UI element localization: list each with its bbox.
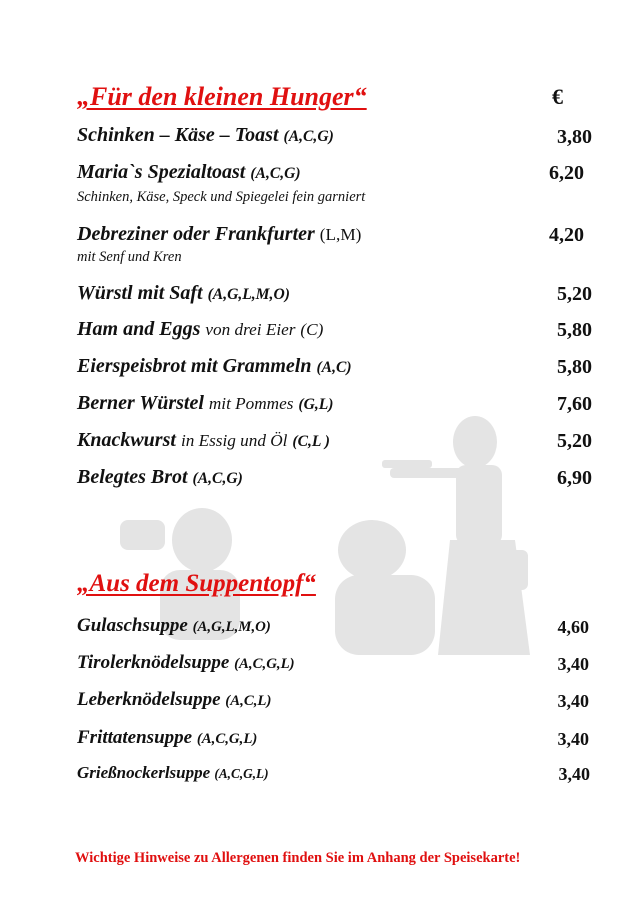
item-price: 3,80 — [557, 126, 592, 148]
item-price: 4,60 — [557, 617, 589, 637]
item-allergens: (A,C,G) — [192, 470, 243, 487]
menu-item — [77, 429, 330, 452]
item-allergens: (A,C,G,L) — [214, 766, 269, 781]
item-allergens: (A,G,L,M,O) — [192, 619, 271, 635]
menu-item — [77, 223, 361, 246]
section-heading-soup: „Aus dem Suppentopf“ — [77, 570, 316, 597]
item-name: Gulaschsuppe — [77, 615, 188, 636]
currency-symbol: € — [552, 84, 563, 109]
menu-item — [77, 466, 243, 489]
item-price: 3,40 — [557, 654, 589, 674]
item-allergens: (A,C,G,L) — [196, 731, 258, 747]
item-price: 5,80 — [557, 319, 592, 341]
item-name: Belegtes Brot — [77, 466, 188, 488]
item-name: Schinken – Käse – Toast — [77, 124, 279, 146]
item-price: 3,40 — [557, 729, 589, 749]
item-price: 6,20 — [549, 162, 584, 184]
item-price: 5,80 — [557, 356, 592, 378]
item-description: mit Senf und Kren — [77, 249, 182, 265]
item-name: Leberknödelsuppe — [77, 689, 221, 710]
item-name: Tirolerknödelsuppe — [77, 652, 230, 673]
item-price: 7,60 — [557, 393, 592, 415]
item-note: mit Pommes — [208, 394, 294, 413]
item-allergens: (A,C) — [316, 359, 352, 376]
menu-item — [77, 615, 271, 637]
item-allergens: (L,M) — [319, 225, 362, 244]
item-name: Eierspeisbrot mit Grammeln — [77, 355, 312, 377]
menu-item — [77, 652, 295, 674]
item-note: von drei Eier — [205, 320, 296, 339]
menu-item — [77, 355, 352, 378]
item-price: 5,20 — [557, 430, 592, 452]
menu-item — [77, 124, 334, 147]
item-description: Schinken, Käse, Speck und Spiegelei fein garniert — [77, 189, 366, 205]
item-name: Würstl mit Saft — [77, 282, 203, 304]
item-name: Maria`s Spezialtoast — [77, 161, 246, 183]
menu-item — [77, 392, 333, 415]
item-allergens: (C) — [300, 320, 324, 339]
item-price: 5,20 — [557, 283, 592, 305]
item-allergens: (C,L ) — [292, 433, 330, 450]
item-price: 4,20 — [549, 224, 584, 246]
item-name: Debreziner oder Frankfurter — [77, 223, 315, 245]
item-allergens: (A,G,L,M,O) — [207, 286, 290, 303]
item-allergens: (A,C,G,L) — [234, 656, 295, 672]
menu-item — [77, 689, 271, 711]
item-price: 6,90 — [557, 467, 592, 489]
item-name: Ham and Eggs — [77, 318, 201, 340]
item-name: Knackwurst — [77, 429, 176, 451]
item-price: 3,40 — [557, 691, 589, 711]
menu-item — [77, 727, 257, 749]
item-allergens: (A,C,L) — [225, 693, 272, 709]
menu-item — [77, 318, 323, 341]
item-allergens: (A,C,G) — [283, 128, 334, 145]
item-name: Frittatensuppe — [77, 727, 193, 748]
menu-item — [77, 282, 290, 305]
item-allergens: (A,C,G) — [250, 165, 301, 182]
item-name: Berner Würstel — [77, 392, 204, 414]
item-price: 3,40 — [558, 764, 590, 784]
allergen-notice: Wichtige Hinweise zu Allergenen finden Sie im Anhang der Speisekarte! — [75, 850, 521, 866]
item-note: in Essig und Öl — [180, 431, 288, 450]
menu-item — [77, 763, 269, 783]
item-name: Grießnockerlsuppe — [77, 763, 211, 782]
section-heading-small-hunger: „Für den kleinen Hunger“ — [77, 82, 367, 111]
menu-item — [77, 161, 301, 184]
item-allergens: (G,L) — [298, 396, 334, 413]
